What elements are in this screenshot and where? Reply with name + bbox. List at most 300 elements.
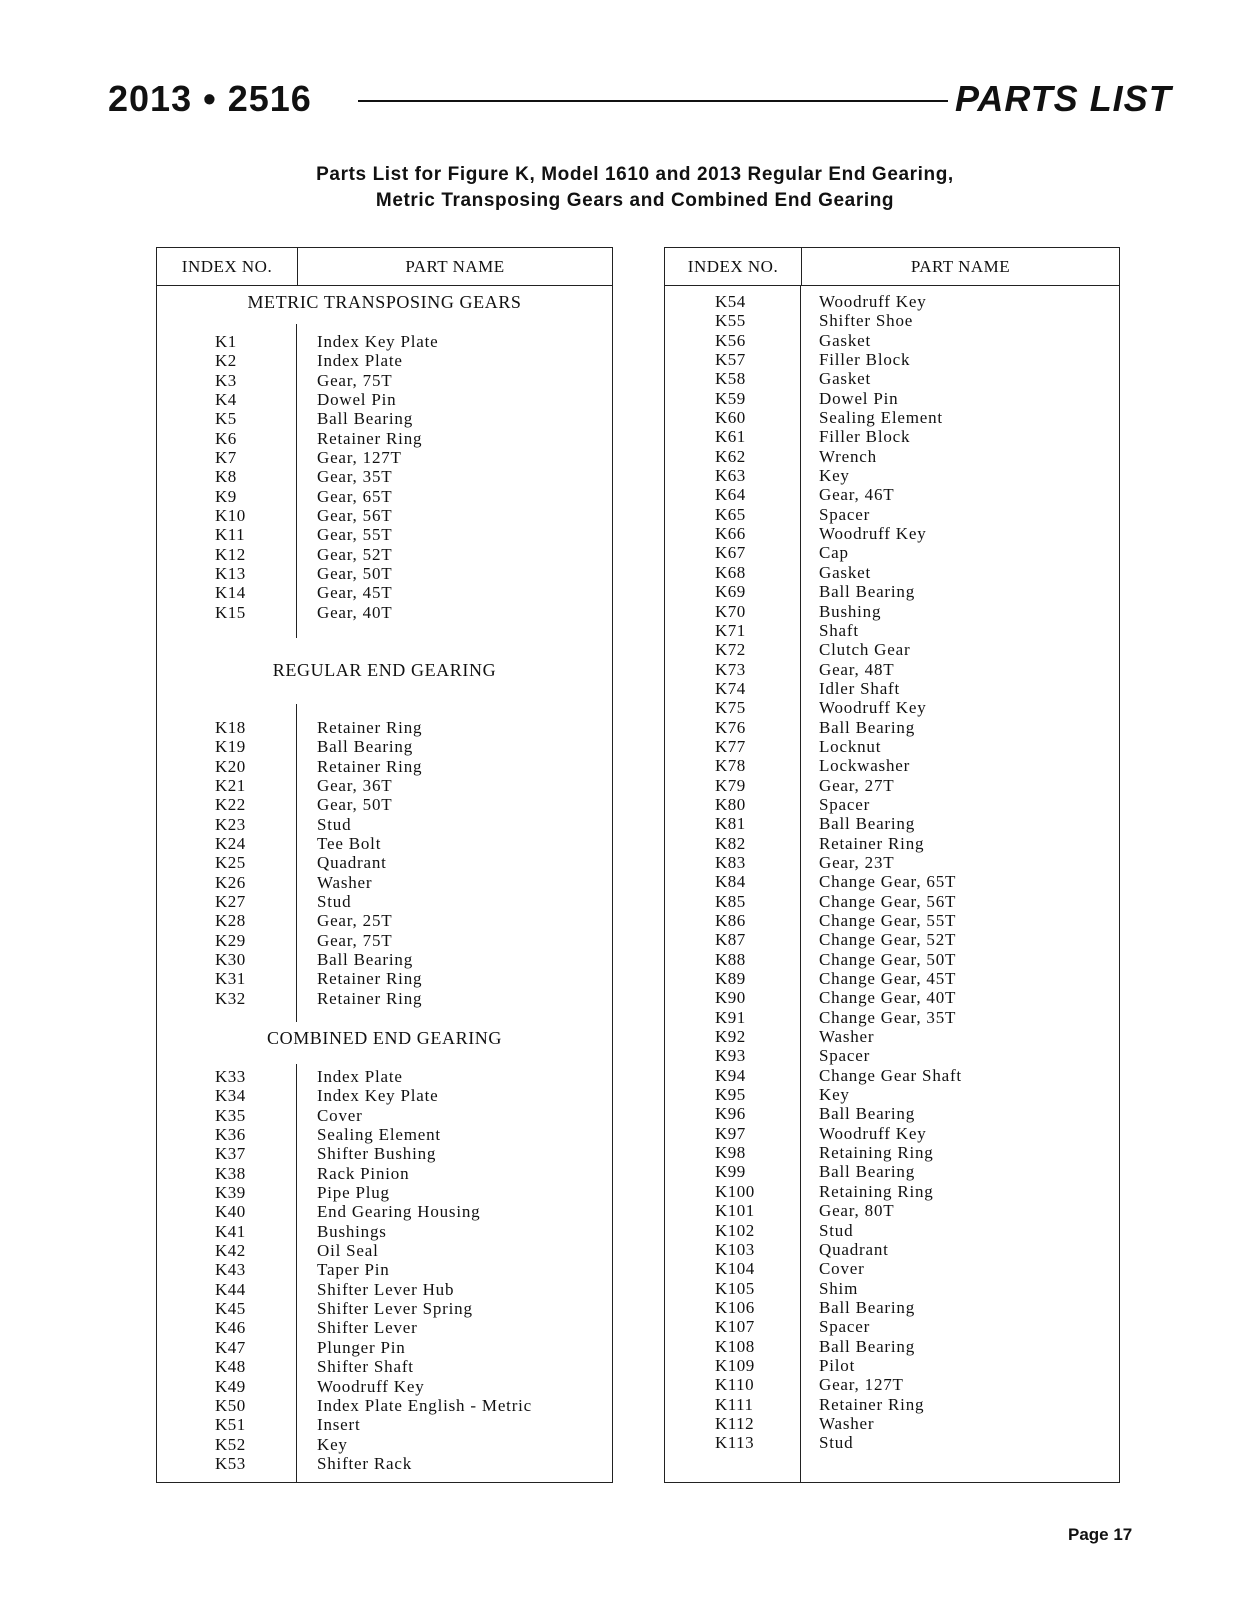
- table-row: [665, 872, 1119, 891]
- index-number: K8: [215, 467, 237, 487]
- part-name: Ball Bearing: [819, 814, 915, 834]
- index-number: K29: [215, 930, 246, 950]
- table-row: [665, 1104, 1119, 1123]
- index-number: K49: [215, 1376, 246, 1396]
- table-row: [157, 1435, 612, 1454]
- table-row: [665, 331, 1119, 350]
- table-row: [157, 989, 612, 1008]
- part-name: Gear, 45T: [317, 583, 393, 603]
- part-name: Gear, 35T: [317, 467, 393, 487]
- part-name: Gear, 27T: [819, 775, 895, 795]
- index-number: K41: [215, 1221, 246, 1241]
- part-name: Woodruff Key: [819, 292, 927, 311]
- table-row: [157, 1144, 612, 1163]
- table-row: [157, 1396, 612, 1415]
- table-row: [665, 1298, 1119, 1317]
- caption-line-1: Parts List for Figure K, Model 1610 and 2013 Regular End Gearing,: [316, 164, 954, 185]
- table-row: [665, 853, 1119, 872]
- index-number: K59: [715, 388, 746, 408]
- table-row: [665, 737, 1119, 756]
- index-number: K102: [715, 1220, 755, 1240]
- index-number: K36: [215, 1125, 246, 1145]
- header-rule: [358, 100, 948, 102]
- part-name: Bushing: [819, 601, 882, 621]
- part-name: Change Gear, 56T: [819, 891, 957, 911]
- table-row: [157, 1241, 612, 1260]
- table-row: [157, 1415, 612, 1434]
- part-name: End Gearing Housing: [317, 1202, 481, 1222]
- part-name-column-header: PART NAME: [910, 257, 1011, 276]
- table-row: [157, 1106, 612, 1125]
- index-number: K21: [215, 776, 246, 796]
- table-row: [665, 621, 1119, 640]
- index-number: K52: [215, 1434, 246, 1454]
- part-name: Gasket: [819, 330, 872, 350]
- part-name-column-header: PART NAME: [405, 257, 505, 276]
- table-row: [665, 1124, 1119, 1143]
- index-number: K101: [715, 1201, 755, 1221]
- part-name: Shifter Lever: [317, 1318, 418, 1338]
- index-number: K88: [715, 949, 746, 969]
- table-row: [665, 1433, 1119, 1452]
- index-number: K51: [215, 1415, 246, 1435]
- table-row: [665, 1162, 1119, 1181]
- index-number: K31: [215, 969, 246, 989]
- part-name: Woodruff Key: [819, 1123, 927, 1143]
- table-row: [157, 1454, 612, 1473]
- table-row: [665, 1259, 1119, 1278]
- rows-combined: [157, 1067, 612, 1473]
- part-name: Pipe Plug: [317, 1183, 390, 1203]
- part-name: Sealing Element: [819, 408, 943, 428]
- index-column-header: INDEX NO.: [665, 248, 802, 285]
- table-row: [157, 332, 612, 351]
- index-number: K46: [215, 1318, 246, 1338]
- part-name: Change Gear, 52T: [819, 930, 957, 950]
- index-number: K38: [215, 1163, 246, 1183]
- index-number: K74: [715, 678, 746, 698]
- index-number: K84: [715, 872, 746, 892]
- part-name: Retainer Ring: [819, 833, 925, 853]
- table-row: [665, 1240, 1119, 1259]
- table-row: [157, 1318, 612, 1337]
- index-number: K98: [715, 1143, 746, 1163]
- index-number: K109: [715, 1355, 755, 1375]
- part-name: Taper Pin: [317, 1260, 390, 1280]
- part-name: Change Gear Shaft: [819, 1065, 962, 1085]
- part-name: Pilot: [819, 1355, 856, 1375]
- table-row: [157, 1202, 612, 1221]
- part-name: Ball Bearing: [819, 1297, 915, 1317]
- part-name: Gear, 40T: [317, 602, 393, 622]
- table-row: [665, 1414, 1119, 1433]
- part-name: Key: [317, 1434, 348, 1454]
- table-row: [665, 602, 1119, 621]
- index-number: K85: [715, 891, 746, 911]
- table-row: [157, 448, 612, 467]
- index-number: K104: [715, 1259, 755, 1279]
- index-number: K1: [215, 332, 237, 351]
- index-number: K32: [215, 988, 246, 1008]
- index-number: K12: [215, 544, 246, 564]
- table-row: [157, 969, 612, 988]
- index-number: K112: [715, 1413, 755, 1433]
- index-number: K65: [715, 504, 746, 524]
- table-row: [157, 545, 612, 564]
- table-row: [157, 506, 612, 525]
- table-row: [157, 1222, 612, 1241]
- part-name: Washer: [819, 1027, 875, 1047]
- table-row: [157, 795, 612, 814]
- index-number: K25: [215, 853, 246, 873]
- part-name: Wrench: [819, 446, 877, 466]
- table-row: [665, 485, 1119, 504]
- part-name: Index Key Plate: [317, 1086, 439, 1106]
- index-number: K111: [715, 1394, 754, 1414]
- part-name: Gear, 80T: [819, 1201, 895, 1221]
- part-name: Gear, 36T: [317, 776, 393, 796]
- index-number: K39: [215, 1183, 246, 1203]
- part-name: Shaft: [819, 620, 859, 640]
- part-name: Gear, 46T: [819, 485, 895, 505]
- table-row: [665, 1085, 1119, 1104]
- part-name: Change Gear, 50T: [819, 949, 957, 969]
- table-row: [665, 466, 1119, 485]
- table-row: [665, 814, 1119, 833]
- part-name: Retainer Ring: [819, 1394, 925, 1414]
- table-row: [665, 1375, 1119, 1394]
- part-name: Gear, 65T: [317, 486, 393, 506]
- part-name: Quadrant: [819, 1239, 889, 1259]
- section-title-metric: METRIC TRANSPOSING GEARS: [247, 292, 522, 312]
- index-number: K110: [715, 1375, 755, 1395]
- index-number: K97: [715, 1123, 746, 1143]
- index-number: K73: [715, 659, 746, 679]
- index-number: K71: [715, 620, 746, 640]
- part-name: Gear, 52T: [317, 544, 393, 564]
- index-number: K107: [715, 1317, 755, 1337]
- part-name: Bushings: [317, 1221, 387, 1241]
- index-number: K79: [715, 775, 746, 795]
- table-row: [157, 776, 612, 795]
- table-row: [157, 351, 612, 370]
- table-row: [665, 1221, 1119, 1240]
- table-row: [157, 603, 612, 622]
- index-number: K9: [215, 486, 237, 506]
- table-row: [665, 1027, 1119, 1046]
- index-number: K37: [215, 1144, 246, 1164]
- part-name: Rack Pinion: [317, 1163, 410, 1183]
- part-name: Gasket: [819, 369, 872, 389]
- index-number: K30: [215, 950, 246, 970]
- table-row: [665, 679, 1119, 698]
- table-row: [665, 350, 1119, 369]
- part-name: Shifter Shaft: [317, 1357, 414, 1377]
- table-row: [157, 815, 612, 834]
- table-row: [665, 311, 1119, 330]
- index-number: K58: [715, 369, 746, 389]
- table-row: [665, 660, 1119, 679]
- part-name: Gear, 56T: [317, 506, 393, 526]
- table-row: [665, 1066, 1119, 1085]
- table-row: [157, 1086, 612, 1105]
- index-number: K86: [715, 911, 746, 930]
- index-number: K63: [715, 466, 746, 486]
- part-name: Change Gear, 65T: [819, 872, 957, 892]
- index-number: K66: [715, 524, 746, 544]
- rows-regular: [157, 718, 612, 1008]
- part-name: Dowel Pin: [819, 388, 899, 408]
- table-row: [665, 408, 1119, 427]
- part-name: Insert: [317, 1415, 361, 1435]
- table-row: [665, 1143, 1119, 1162]
- part-name: Gear, 55T: [317, 525, 393, 545]
- table-row: [665, 930, 1119, 949]
- table-row: [665, 1046, 1119, 1065]
- table-row: [665, 834, 1119, 853]
- part-name: Ball Bearing: [317, 409, 413, 429]
- index-number: K3: [215, 370, 237, 390]
- table-row: [665, 698, 1119, 717]
- table-row: [665, 524, 1119, 543]
- index-number: K70: [715, 601, 746, 621]
- part-name: Ball Bearing: [819, 1162, 915, 1182]
- table-row: [665, 1008, 1119, 1027]
- page-title: PARTS LIST: [955, 78, 1172, 119]
- part-name: Woodruff Key: [317, 1376, 425, 1396]
- index-number: K82: [715, 833, 746, 853]
- table-row: [157, 1183, 612, 1202]
- index-number: K106: [715, 1297, 755, 1317]
- part-name: Gear, 48T: [819, 659, 895, 679]
- table-row: [665, 427, 1119, 446]
- table-row: [665, 505, 1119, 524]
- table-row: [665, 640, 1119, 659]
- table-row: [157, 409, 612, 428]
- part-name: Key: [819, 466, 850, 486]
- part-name: Quadrant: [317, 853, 387, 873]
- table-row: [665, 795, 1119, 814]
- index-number: K61: [715, 427, 746, 447]
- index-number: K57: [715, 350, 746, 370]
- table-row: [157, 1357, 612, 1376]
- caption-line-2: Metric Transposing Gears and Combined End Gearing: [375, 190, 895, 211]
- index-number: K69: [715, 582, 746, 602]
- part-name: Index Key Plate: [317, 332, 439, 351]
- table-row: [157, 1125, 612, 1144]
- index-number: K54: [715, 292, 746, 311]
- table-row: [157, 911, 612, 930]
- index-number: K11: [215, 525, 246, 545]
- index-number: K72: [715, 640, 746, 660]
- table-caption: [200, 162, 1070, 214]
- table-row: [157, 757, 612, 776]
- index-number: K68: [715, 562, 746, 582]
- part-name: Spacer: [819, 794, 871, 814]
- section-title-regular: REGULAR END GEARING: [272, 660, 497, 680]
- table-row: [665, 718, 1119, 737]
- part-name: Change Gear, 35T: [819, 1007, 957, 1027]
- part-name: Ball Bearing: [819, 582, 915, 602]
- table-row: [157, 892, 612, 911]
- index-number: K7: [215, 448, 237, 468]
- part-name: Retainer Ring: [317, 988, 423, 1008]
- index-number: K47: [215, 1337, 246, 1357]
- index-number: K64: [715, 485, 746, 505]
- index-number: K5: [215, 409, 237, 429]
- index-number: K42: [215, 1241, 246, 1261]
- part-name: Spacer: [819, 1046, 871, 1066]
- table-row: [157, 1377, 612, 1396]
- index-number: K55: [715, 311, 746, 331]
- table-row: [157, 853, 612, 872]
- index-number: K19: [215, 737, 246, 757]
- table-row: [665, 1182, 1119, 1201]
- part-name: Locknut: [819, 736, 882, 756]
- index-number: K81: [715, 814, 746, 834]
- index-number: K94: [715, 1065, 746, 1085]
- part-name: Spacer: [819, 504, 871, 524]
- table-row: [157, 467, 612, 486]
- table-header: [665, 248, 1119, 286]
- index-number: K2: [215, 351, 237, 371]
- index-number: K91: [715, 1007, 746, 1027]
- part-name: Gear, 50T: [317, 795, 393, 815]
- part-name: Gear, 25T: [317, 911, 393, 931]
- table-row: [157, 834, 612, 853]
- table-row: [157, 371, 612, 390]
- rows-right: [665, 292, 1119, 1453]
- table-row: [157, 737, 612, 756]
- index-number: K75: [715, 698, 746, 718]
- index-number: K62: [715, 446, 746, 466]
- index-number: K89: [715, 969, 746, 989]
- rows-metric: [157, 332, 612, 622]
- index-number: K93: [715, 1046, 746, 1066]
- part-name: Cover: [317, 1105, 363, 1125]
- part-name: Gear, 50T: [317, 564, 393, 584]
- part-name: Retaining Ring: [819, 1143, 934, 1163]
- part-name: Shifter Lever Hub: [317, 1279, 455, 1299]
- index-number: K4: [215, 390, 237, 410]
- table-row: [157, 1067, 612, 1086]
- table-row: [665, 776, 1119, 795]
- part-name: Sealing Element: [317, 1125, 441, 1145]
- part-name: Gear, 127T: [317, 448, 402, 468]
- part-name: Ball Bearing: [317, 950, 413, 970]
- table-row: [157, 950, 612, 969]
- table-row: [665, 892, 1119, 911]
- index-number: K10: [215, 506, 246, 526]
- part-name: Shifter Lever Spring: [317, 1299, 473, 1319]
- index-number: K76: [715, 717, 746, 737]
- part-name: Clutch Gear: [819, 640, 911, 660]
- part-name: Filler Block: [819, 427, 911, 447]
- part-name: Ball Bearing: [317, 737, 413, 757]
- part-name: Stud: [317, 814, 352, 834]
- index-number: K26: [215, 872, 246, 892]
- index-number: K35: [215, 1105, 246, 1125]
- table-row: [157, 390, 612, 409]
- index-number: K44: [215, 1279, 246, 1299]
- table-row: [665, 389, 1119, 408]
- index-number: K108: [715, 1336, 755, 1356]
- part-name: Ball Bearing: [819, 717, 915, 737]
- part-name: Retainer Ring: [317, 428, 423, 448]
- part-name: Gasket: [819, 562, 872, 582]
- table-row: [157, 873, 612, 892]
- index-number: K95: [715, 1085, 746, 1105]
- section-title-combined: COMBINED END GEARING: [267, 1028, 502, 1048]
- part-name: Change Gear, 45T: [819, 969, 957, 989]
- part-name: Gear, 75T: [317, 930, 393, 950]
- part-name: Shim: [819, 1278, 859, 1298]
- part-name: Cover: [819, 1259, 865, 1279]
- index-number: K60: [715, 408, 746, 428]
- part-name: Stud: [819, 1433, 854, 1453]
- table-row: [665, 1279, 1119, 1298]
- index-number: K13: [215, 564, 246, 584]
- table-row: [665, 1201, 1119, 1220]
- part-name: Idler Shaft: [819, 678, 901, 698]
- index-number: K96: [715, 1104, 746, 1124]
- index-number: K27: [215, 892, 246, 912]
- index-number: K77: [715, 736, 746, 756]
- table-row: [665, 447, 1119, 466]
- index-number: K45: [215, 1299, 246, 1319]
- part-name: Lockwasher: [819, 756, 911, 776]
- index-number: K80: [715, 794, 746, 814]
- table-row: [665, 988, 1119, 1007]
- table-row: [665, 1356, 1119, 1375]
- table-row: [157, 525, 612, 544]
- part-name: Shifter Rack: [317, 1453, 413, 1473]
- model-heading: 2013 • 2516: [108, 78, 312, 119]
- parts-table-right: [664, 247, 1120, 1483]
- index-number: K113: [715, 1433, 755, 1453]
- index-number: K24: [215, 834, 246, 854]
- part-name: Change Gear, 55T: [819, 911, 957, 930]
- table-row: [665, 563, 1119, 582]
- index-number: K78: [715, 756, 746, 776]
- index-number: K22: [215, 795, 246, 815]
- part-name: Index Plate: [317, 351, 403, 371]
- table-row: [157, 931, 612, 950]
- index-number: K92: [715, 1027, 746, 1047]
- table-row: [665, 1337, 1119, 1356]
- table-row: [157, 1164, 612, 1183]
- index-number: K23: [215, 814, 246, 834]
- table-row: [157, 1280, 612, 1299]
- index-number: K53: [215, 1453, 246, 1473]
- part-name: Key: [819, 1085, 850, 1105]
- part-name: Index Plate English - Metric: [317, 1395, 533, 1415]
- part-name: Washer: [317, 872, 373, 892]
- index-number: K56: [715, 330, 746, 350]
- table-row: [665, 292, 1119, 311]
- table-row: [157, 718, 612, 737]
- table-row: [157, 1299, 612, 1318]
- index-number: K28: [215, 911, 246, 931]
- part-name: Woodruff Key: [819, 698, 927, 718]
- table-row: [665, 911, 1119, 930]
- index-number: K83: [715, 852, 746, 872]
- part-name: Plunger Pin: [317, 1337, 406, 1357]
- part-name: Ball Bearing: [819, 1336, 915, 1356]
- part-name: Stud: [819, 1220, 854, 1240]
- table-row: [665, 950, 1119, 969]
- table-row: [665, 369, 1119, 388]
